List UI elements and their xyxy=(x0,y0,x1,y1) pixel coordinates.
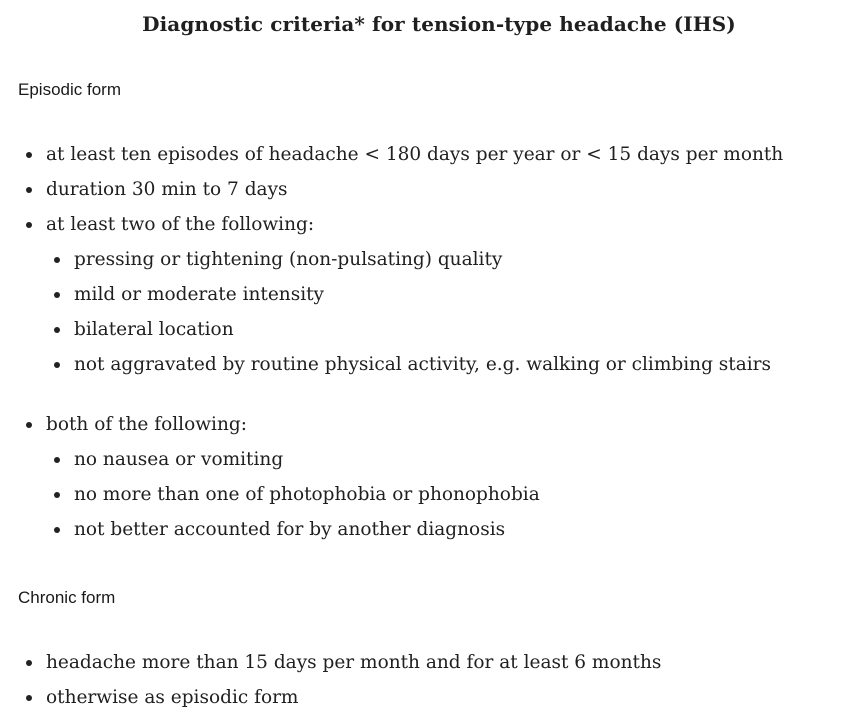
episodic-criteria-list-b xyxy=(0,407,540,547)
list-item: duration 30 min to 7 days xyxy=(0,172,783,207)
page-title: Diagnostic criteria* for tension-type headache (IHS) xyxy=(142,12,736,36)
list-item: at least ten episodes of headache < 180 days per year or < 15 days per month xyxy=(0,137,783,172)
section-heading-chronic: Chronic form xyxy=(18,588,116,607)
sub-list-item: pressing or tightening (non-pulsating) quality xyxy=(0,242,783,277)
list-item: otherwise as episodic form xyxy=(0,680,661,715)
sub-list-item: not aggravated by routine physical activity, e.g. walking or climbing stairs xyxy=(0,347,783,382)
sub-list-item: no more than one of photophobia or phonophobia xyxy=(0,477,540,512)
chronic-criteria-list xyxy=(0,645,661,715)
sub-list-item: mild or moderate intensity xyxy=(0,277,783,312)
episodic-criteria-list-a xyxy=(0,137,783,382)
list-item: headache more than 15 days per month and for at least 6 months xyxy=(0,645,661,680)
section-heading-episodic: Episodic form xyxy=(18,80,121,99)
sub-list-item: no nausea or vomiting xyxy=(0,442,540,477)
sub-list-item: not better accounted for by another diagnosis xyxy=(0,512,540,547)
list-item: both of the following: xyxy=(0,407,540,442)
sub-list-item: bilateral location xyxy=(0,312,783,347)
list-item: at least two of the following: xyxy=(0,207,783,242)
